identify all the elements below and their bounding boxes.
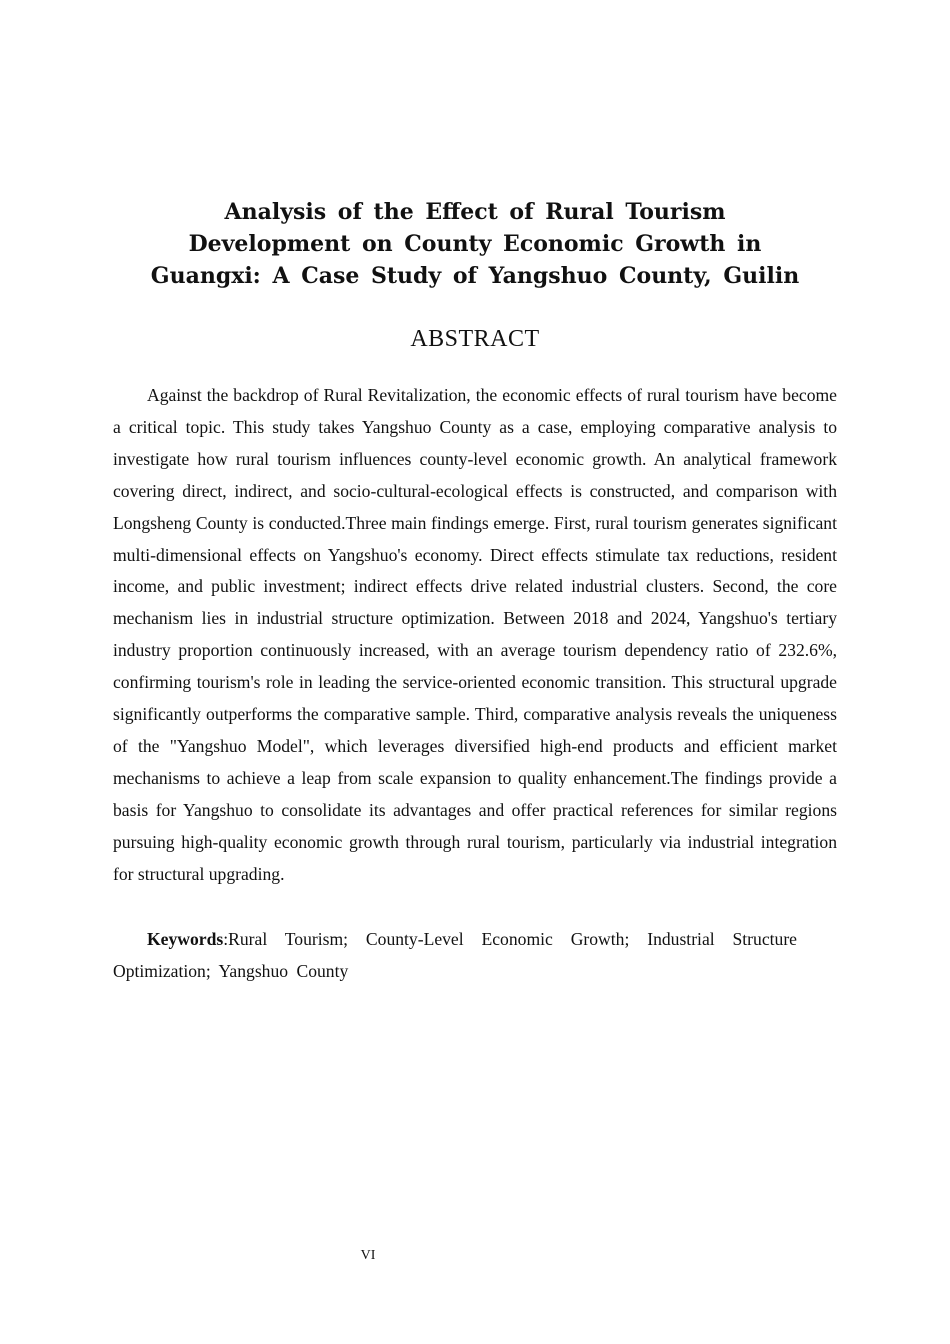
keywords-label: Keywords [147, 929, 224, 949]
keywords-line [113, 923, 797, 987]
page-number: VI [360, 1248, 376, 1263]
keywords-list: :Rural Tourism; County-Level Economic Growth; Industrial Structure Optimization; Yangshuo County [113, 929, 797, 981]
paper-title: Analysis of the Effect of Rural Tourism Development on County Economic Growth in Guangxi: A Case Study of Yangshuo County, Guilin [150, 199, 800, 289]
abstract-heading: ABSTRACT [410, 326, 540, 352]
abstract-paragraph: Against the backdrop of Rural Revitalization, the economic effects of rural tourism have become a critical topic. This study takes Yangshuo County as a case, employing comparative analysis to investigate how rural tourism influences county-level economic growth. An analytical framework covering direct, indirect, and socio-cultural-ecological effects is constructed, and comparison with Longsheng County is conducted.Three main findings emerge. First, rural tourism generates significant multi-dimensional effects on Yangshuo's economy. Direct effects stimulate tax reductions, resident income, and public investment; indirect effects drive related industrial clusters. Second, the core mechanism lies in industrial structure optimization. Between 2018 and 2024, Yangshuo's tertiary industry proportion continuously increased, with an average tourism dependency ratio of 232.6%, confirming tourism's role in leading the service-oriented economic transition. This structural upgrade significantly outperforms the comparative sample. Third, comparative analysis reveals the uniqueness of the "Yangshuo Model", which leverages diversified high-end products and efficient market mechanisms to achieve a leap from scale expansion to quality enhancement.The findings provide a basis for Yangshuo to consolidate its advantages and offer practical references for similar regions pursuing high-quality economic growth through rural tourism, particularly via industrial integration for structural upgrading. [113, 385, 837, 884]
